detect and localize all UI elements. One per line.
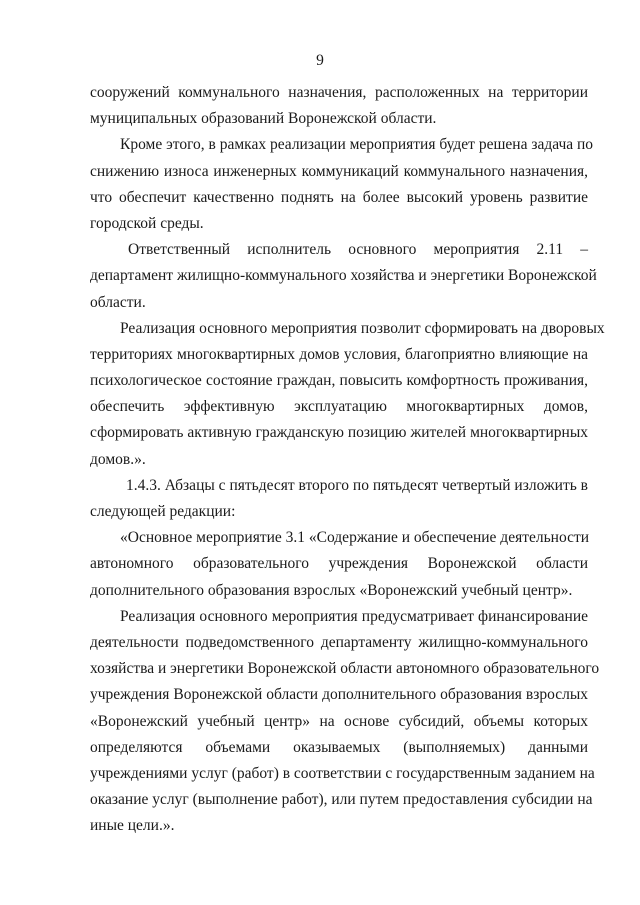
text-line: «Воронежский учебный центр» на основе субсидий, объемы которых <box>90 712 588 730</box>
text-line: 1.4.3. Абзацы с пятьдесят второго по пятьдесят четвертый изложить в <box>126 476 588 494</box>
text-line: учреждениями услуг (работ) в соответствии с государственным заданием на <box>90 764 595 782</box>
text-line: области. <box>90 293 146 311</box>
document-body <box>90 80 605 839</box>
text-line: деятельности подведомственного департаменту жилищно-коммунального <box>90 633 588 651</box>
text-line: что обеспечит качественно поднять на более высокий уровень развитие <box>90 188 588 206</box>
text-line: Ответственный исполнитель основного мероприятия 2.11 – <box>128 241 588 259</box>
text-line: «Основное мероприятие 3.1 «Содержание и обеспечение деятельности <box>120 529 590 547</box>
page-number: 9 <box>316 52 324 69</box>
text-line: муниципальных образований Воронежской области. <box>90 110 437 128</box>
text-line: сформировать активную гражданскую позицию жителей многоквартирных <box>90 424 588 442</box>
text-line: психологическое состояние граждан, повысить комфортность проживания, <box>90 372 588 390</box>
text-line: следующей редакции: <box>90 503 236 520</box>
text-line: Реализация основного мероприятия предусматривает финансирование <box>120 607 588 625</box>
text-line: территориях многоквартирных домов условия, благоприятно влияющие на <box>90 345 588 363</box>
text-line: обеспечить эффективную эксплуатацию многоквартирных домов, <box>90 398 588 416</box>
text-line: иные цели.». <box>90 817 175 835</box>
text-line: хозяйства и энергетики Воронежской области автономного образовательного <box>90 660 600 678</box>
text-line: определяются объемами оказываемых (выполняемых) данными <box>90 738 588 756</box>
text-line: Реализация основного мероприятия позволит сформировать на дворовых <box>120 319 605 337</box>
text-line: домов.». <box>90 450 146 468</box>
text-line: автономного образовательного учреждения Воронежской области <box>90 555 588 573</box>
text-line: снижению износа инженерных коммуникаций коммунального назначения, <box>90 162 588 180</box>
text-line: сооружений коммунального назначения, расположенных на территории <box>90 84 588 101</box>
text-line: департамент жилищно-коммунального хозяйства и энергетики Воронежской <box>90 267 597 285</box>
text-line: городской среды. <box>90 214 204 232</box>
text-line: дополнительного образования взрослых «Воронежский учебный центр». <box>90 581 573 599</box>
text-line: учреждения Воронежской области дополнительного образования взрослых <box>90 686 588 704</box>
text-line: оказание услуг (выполнение работ), или путем предоставления субсидии на <box>90 791 593 809</box>
text-line: Кроме этого, в рамках реализации мероприятия будет решена задача по <box>120 136 594 154</box>
